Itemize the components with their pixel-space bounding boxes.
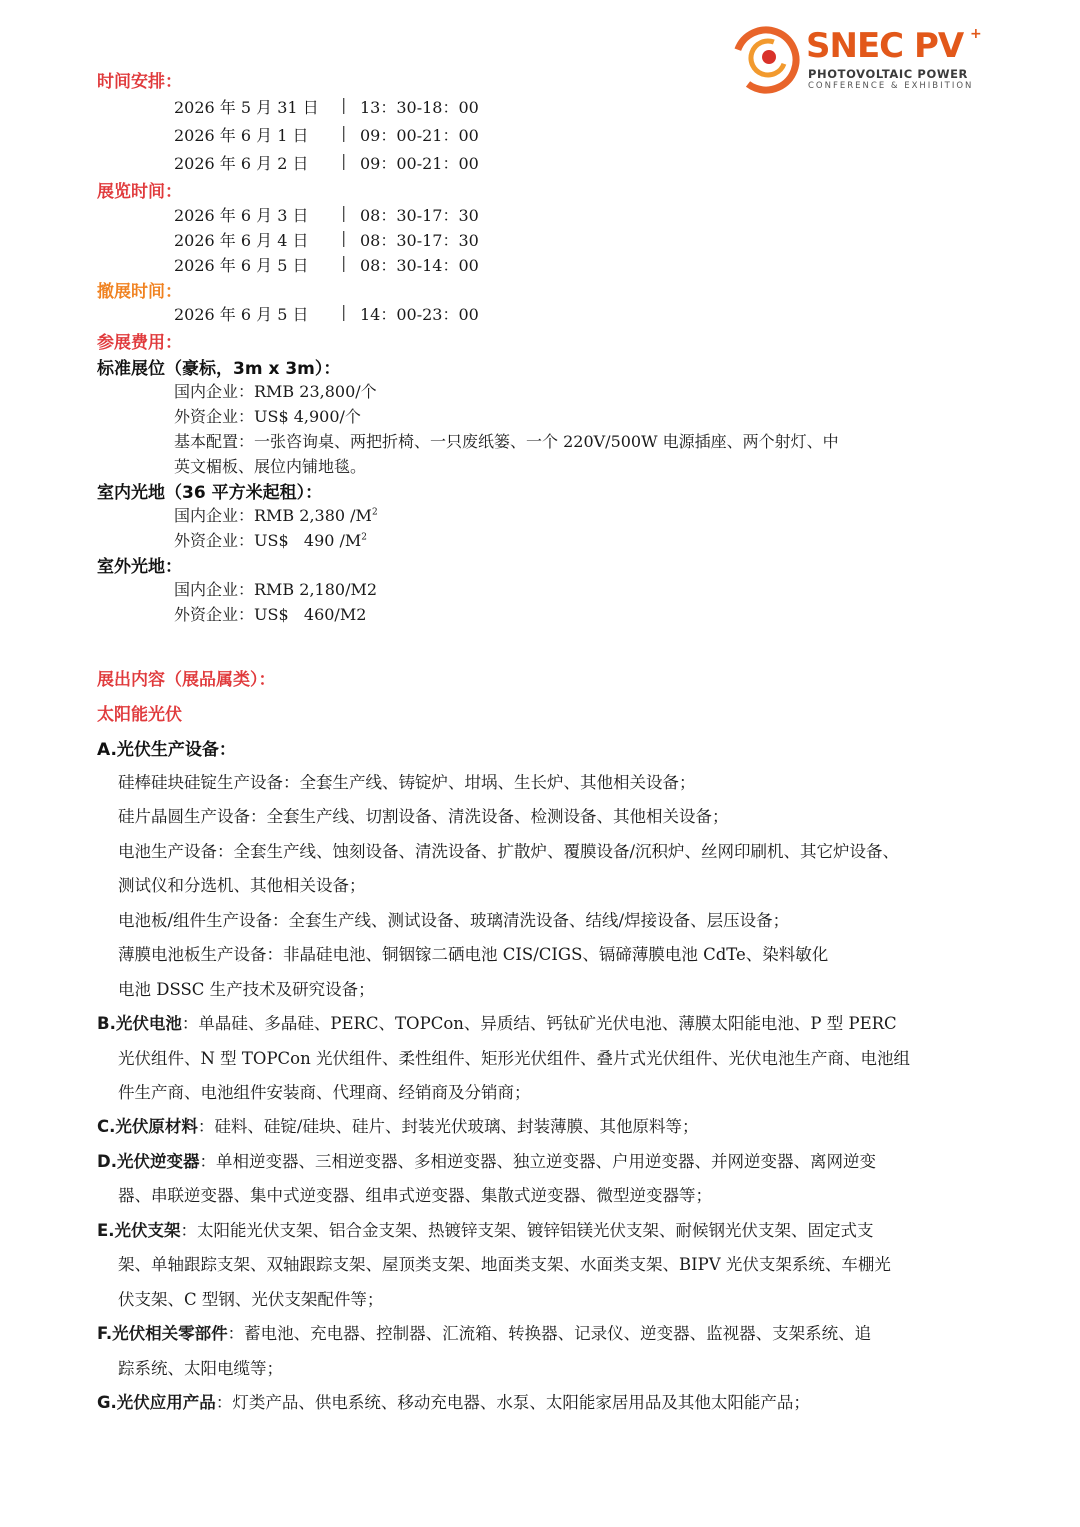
separator: | [341, 228, 347, 247]
snec-logo [728, 22, 988, 94]
separator: | [341, 253, 347, 272]
category-a-title: A.光伏生产设备： [97, 740, 236, 760]
setup-date: 2026 年 5 月 31 日 [174, 98, 319, 117]
fees-heading: 参展费用： [97, 333, 182, 353]
category-e-line: 伏支架、C 型钢、光伏支架配件等； [118, 1290, 384, 1309]
logo-subtagline: CONFERENCE & EXHIBITION [808, 81, 974, 91]
category-g-line: G.光伏应用产品：灯类产品、供电系统、移动充电器、水泵、太阳能家居用品及其他太阳能产品； [97, 1393, 810, 1412]
category-e-line: 架、单轴跟踪支架、双轴跟踪支架、屋顶类支架、地面类支架、水面类支架、BIPV 光伏支架系统、车棚光 [118, 1255, 891, 1274]
exhibit-date: 2026 年 6 月 5 日 [174, 256, 309, 275]
exhibit-date: 2026 年 6 月 4 日 [174, 231, 309, 250]
setup-time: 09：00-21：00 [360, 154, 479, 173]
category-a-line: 测试仪和分选机、其他相关设备； [118, 876, 366, 895]
category-b-line: B.光伏电池：单晶硅、多晶硅、PERC、TOPCon、异质结、钙钛矿光伏电池、薄膜太阳能电池、P 型 PERC [97, 1014, 897, 1033]
exhibit-date: 2026 年 6 月 3 日 [174, 206, 309, 225]
outdoor-domestic-price: 国内企业：RMB 2,180/M2 [174, 580, 378, 599]
separator: | [341, 151, 347, 170]
category-e-label: E.光伏支架 [97, 1221, 181, 1240]
sun-swirl-icon [728, 22, 808, 94]
indoor-foreign-price: 外资企业：US$ 490 $/M^2$ [174, 531, 368, 550]
standard-foreign-price: 外资企业：US$ 4,900/个 [174, 407, 361, 426]
exhibit-time: 08：30-14：00 [360, 256, 479, 275]
category-g-label: G.光伏应用产品 [97, 1393, 216, 1412]
category-f-label: F.光伏相关零部件 [97, 1324, 228, 1343]
exhibits-heading: 展出内容（展品属类）： [97, 670, 276, 690]
teardown-date: 2026 年 6 月 5 日 [174, 305, 309, 324]
setup-time: 13：30-18：00 [360, 98, 479, 117]
category-b-line: 光伏组件、N 型 TOPCon 光伏组件、柔性组件、矩形光伏组件、叠片式光伏组件、光伏电池生产商、电池组 [118, 1049, 910, 1068]
outdoor-space-title: 室外光地： [97, 557, 182, 577]
indoor-space-title: 室内光地（36 平方米起租）： [97, 483, 323, 503]
category-c-line: C.光伏原材料：硅料、硅锭/硅块、硅片、封装光伏玻璃、封装薄膜、其他原料等； [97, 1117, 699, 1136]
setup-heading: 时间安排： [97, 72, 182, 92]
indoor-domestic-price: 国内企业：RMB 2,380 $/M^2$ [174, 506, 378, 525]
category-a-line: 电池板/组件生产设备：全套生产线、测试设备、玻璃清洗设备、结线/焊接设备、层压设备； [118, 911, 790, 930]
standard-config-line: 英文楣板、展位内铺地毯。 [174, 457, 367, 476]
setup-date: 2026 年 6 月 1 日 [174, 126, 309, 145]
category-d-line: 器、串联逆变器、集中式逆变器、组串式逆变器、集散式逆变器、微型逆变器等； [118, 1186, 712, 1205]
exhibit-time: 08：30-17：30 [360, 231, 479, 250]
outdoor-foreign-price: 外资企业：US$ 460/M2 [174, 605, 367, 624]
separator: | [341, 302, 347, 321]
separator: | [341, 203, 347, 222]
exhibit-time: 08：30-17：30 [360, 206, 479, 225]
category-f-line: F.光伏相关零部件：蓄电池、充电器、控制器、汇流箱、转换器、记录仪、逆变器、监视器、支架系统、追 [97, 1324, 872, 1343]
category-d-label: D.光伏逆变器 [97, 1152, 200, 1171]
category-a-line: 电池 DSSC 生产技术及研究设备； [118, 980, 375, 999]
logo-wordmark: SNEC PV [806, 26, 964, 66]
standard-booth-title: 标准展位（豪标，3m x 3m）： [97, 359, 341, 379]
category-c-label: C.光伏原材料 [97, 1117, 198, 1136]
category-b-label: B.光伏电池 [97, 1014, 182, 1033]
category-b-line: 件生产商、电池组件安装商、代理商、经销商及分销商； [118, 1083, 531, 1102]
standard-domestic-price: 国内企业：RMB 23,800/个 [174, 382, 377, 401]
category-a-line: 电池生产设备：全套生产线、蚀刻设备、清洗设备、扩散炉、覆膜设备/沉积炉、丝网印刷机、其它炉设备、 [118, 842, 900, 861]
logo-tagline: PHOTOVOLTAIC POWER [808, 67, 969, 81]
category-f-line: 踪系统、太阳电缆等； [118, 1359, 283, 1378]
category-a-line: 硅片晶圆生产设备：全套生产线、切割设备、清洗设备、检测设备、其他相关设备； [118, 807, 729, 826]
exhibit-heading: 展览时间： [97, 182, 182, 202]
category-e-line: E.光伏支架：太阳能光伏支架、铝合金支架、热镀锌支架、镀锌铝镁光伏支架、耐候钢光伏支架、固定式支 [97, 1221, 874, 1240]
category-a-line: 硅棒硅块硅锭生产设备：全套生产线、铸锭炉、坩埚、生长炉、其他相关设备； [118, 773, 696, 792]
teardown-time: 14：00-23：00 [360, 305, 479, 324]
teardown-heading: 撤展时间： [97, 282, 182, 302]
category-a-line: 薄膜电池板生产设备：非晶硅电池、铜铟镓二硒电池 CIS/CIGS、镉碲薄膜电池 CdTe、染料敏化 [118, 945, 829, 964]
standard-config-line: 基本配置：一张咨询桌、两把折椅、一只废纸篓、一个 220V/500W 电源插座、两个射灯、中 [174, 432, 839, 451]
setup-time: 09：00-21：00 [360, 126, 479, 145]
logo-plus: + [970, 26, 982, 42]
separator: | [341, 95, 347, 114]
separator: | [341, 123, 347, 142]
exhibits-subheading: 太阳能光伏 [97, 705, 182, 725]
setup-date: 2026 年 6 月 2 日 [174, 154, 309, 173]
category-d-line: D.光伏逆变器：单相逆变器、三相逆变器、多相逆变器、独立逆变器、户用逆变器、并网逆变器、离网逆变 [97, 1152, 876, 1171]
